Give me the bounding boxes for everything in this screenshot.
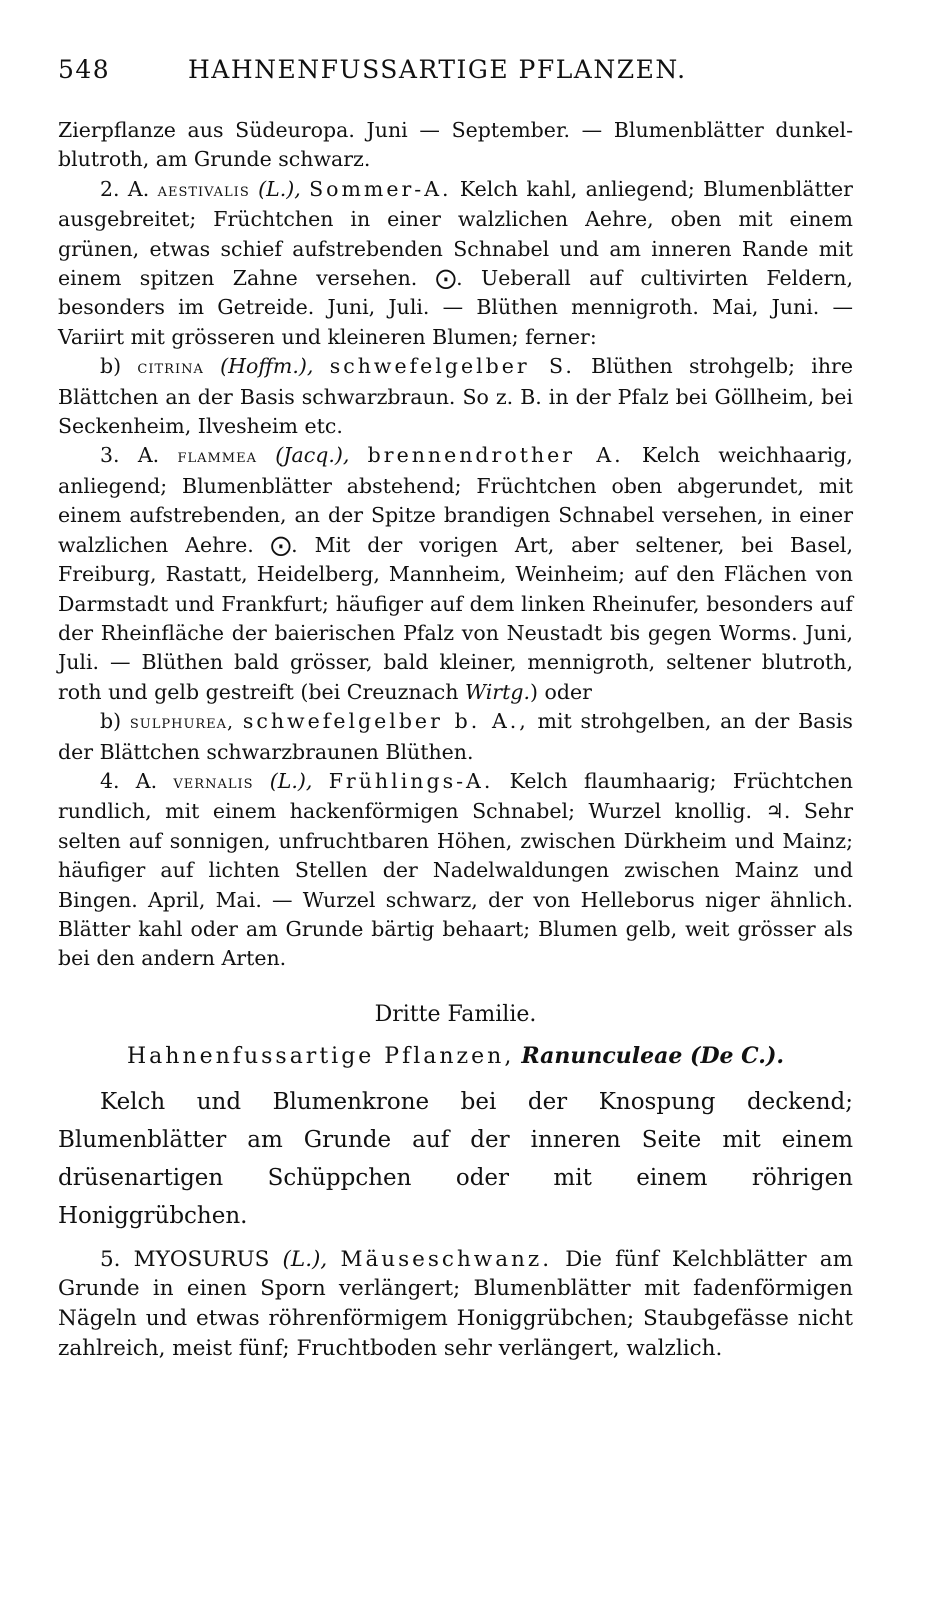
variety-author: (Hoffm.), [220, 354, 314, 379]
family-latin-name: Ranunculeae (De C.). [521, 1042, 785, 1069]
species-author: (L.), [269, 768, 313, 793]
entry-text: mit strohgelben, an der Basis der Blättchen schwarzbraunen Blüthen. [58, 709, 853, 764]
genus-author: (L.), [282, 1246, 328, 1272]
common-name: Mäuseschwanz. [340, 1246, 553, 1272]
spacer [58, 974, 853, 998]
species-name: flammea [177, 445, 257, 468]
family-description: Kelch und Blumenkrone bei der Knospung deckend; Blumenblätter am Grunde auf der inneren Seite mit einem drüsenartigen Schüppchen oder mit einem röhrigen Honiggrübchen. [58, 1088, 853, 1229]
entry-text: Blüthen strohgelb; ihre Blättchen an der Basis schwarzbraun. So z. B. in der Pfalz bei Göllheim, bei Seckenheim, Ilvesheim etc. [58, 354, 853, 439]
entry-text: Kelch weichhaarig, anliegend; Blumenblätter abstehend; Früchtchen oben abgerundet, mit einem aufstrebenden, an der Spitze brandigen Schnabel versehen, in einer walzlichen Aehre. ⨀. Mit der vorigen Art, aber seltener, bei Basel, Freiburg, Rastatt, Heidelberg, Mannheim, Weinheim; auf den Flächen von Darmstadt und Frankfurt; häufiger auf dem linken Rheinufer, besonders auf der Rheinfläche der baierischen Pfalz von Neustadt bis gegen Worms. Juni, Juli. — Blüthen bald grösser, bald kleiner, mennigroth, seltener blutroth, roth und gelb gestreift (bei Creuznach [58, 443, 853, 704]
entry-text: Kelch flaumhaarig; Früchtchen rundlich, mit einem hackenförmigen Schnabel; Wurzel knollig. ♃. Sehr selten auf sonnigen, unfruchtbaren Höhen, zwischen Dürkheim und Mainz; häufiger auf lichten Stellen der Nadelwaldungen zwischen Mainz und Bingen. April, Mai. — Wurzel schwarz, der von Helleborus niger ähnlich. Blätter kahl oder am Grunde bärtig behaart; Blumen gelb, weit grösser als bei den andern Arten. [58, 768, 853, 971]
entry-text: Kelch kahl, anliegend; Blumenblätter ausgebreitet; Früchtchen in einer walzlichen Aehre, oben mit einem grünen, etwas schief aufstrebenden Schnabel und am inneren Rande mit einem spitzen Zahne versehen. ⨀. Ueberall auf cultivirten Feldern, besonders im Getreide. Juni, Juli. — Blüthen mennigroth. Mai, Juni. — Variirt mit grösseren und kleineren Blumen; ferner: [58, 176, 853, 349]
page-number: 548 [58, 55, 111, 84]
family-name: Hahnenfussartige Pflanzen, [126, 1043, 515, 1069]
paragraph-text: Zierpflanze aus Südeuropa. Juni — September. — Blumenblätter dunkel-blutroth, am Grunde schwarz. [58, 118, 853, 172]
entry-number: 5. [100, 1246, 121, 1272]
entry-text: Die fünf Kelchblätter am Grunde in einen Sporn verlängert; Blumenblätter mit fadenförmigen Nägeln und etwas röhrenförmigem Honiggrübchen; Staubgefässe nicht zahlreich, meist fünf; Fruchtboden sehr verlängert, walzlich. [58, 1246, 853, 1361]
entry-flammea [58, 441, 853, 707]
entry-aestivalis [58, 175, 853, 352]
entry-sulphurea [58, 707, 853, 767]
entry-number: b) [100, 709, 122, 734]
species-author: (Jacq.), [275, 443, 350, 468]
species-name: aestivalis [157, 178, 250, 201]
paragraph-continuation [58, 116, 853, 175]
running-title: HAHNENFUSSARTIGE PFLANZEN. [188, 55, 687, 84]
entry-number: 4. A. [100, 768, 158, 793]
page-body [58, 116, 853, 1363]
common-name: schwefelgelber S. [329, 354, 575, 379]
citation: Wirtg. [465, 679, 530, 704]
entry-myosurus [58, 1245, 853, 1363]
genus-name: MYOSURUS [133, 1246, 270, 1272]
common-name: Frühlings-A. [328, 768, 494, 793]
common-name: brennendrother A. [367, 443, 624, 468]
variety-name: citrina [137, 356, 204, 379]
family-label: Dritte Familie. [374, 1001, 537, 1027]
entry-number: 3. A. [100, 443, 160, 468]
page-header [58, 50, 858, 90]
family-title [58, 1038, 853, 1075]
species-author: (L.), [258, 176, 301, 201]
common-name: Sommer-A. [309, 176, 452, 201]
entry-number: 2. A. [100, 176, 150, 201]
common-name: schwefelgelber b. A., [242, 709, 529, 734]
entry-number: b) [100, 354, 122, 379]
entry-tail: ) oder [529, 679, 592, 704]
entry-vernalis [58, 767, 853, 974]
species-name: vernalis [173, 770, 254, 793]
variety-name: sulphurea, [129, 711, 235, 734]
entry-citrina [58, 352, 853, 441]
